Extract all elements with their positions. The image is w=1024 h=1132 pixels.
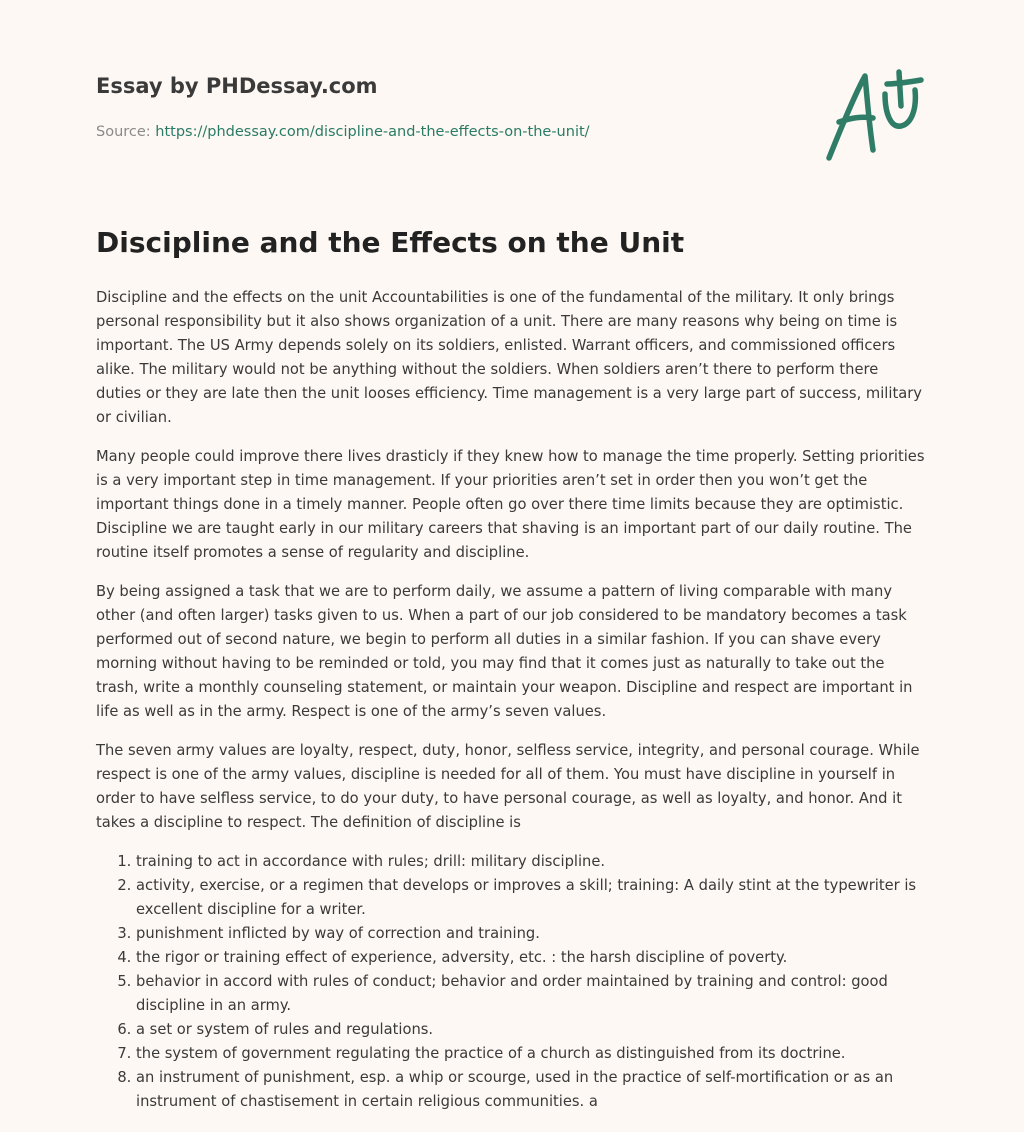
- essay-paragraph: The seven army values are loyalty, respect, duty, honor, selfless service, integrity, and personal courage. While respect is one of the army values, discipline is needed for all of them. You must have discipline in yourself in order to have selfless service, to do your duty, to have personal courage, as well as loyalty, and honor. And it takes a discipline to respect. The definition of discipline is: [96, 742, 920, 831]
- source-link[interactable]: https://phdessay.com/discipline-and-the-effects-on-the-unit/: [155, 124, 590, 140]
- definition-item: 5. behavior in accord with rules of conduct; behavior and order maintained by training and control: good discipline in an army.: [136, 970, 928, 1018]
- definition-item: 1. training to act in accordance with rules; drill: military discipline.: [136, 850, 928, 874]
- definition-item: 8. an instrument of punishment, esp. a whip or scourge, used in the practice of self-mortification or as an instrument of chastisement in certain religious communities. a: [136, 1066, 928, 1114]
- definition-item: 6. a set or system of rules and regulations.: [136, 1018, 928, 1042]
- definition-item: 2. activity, exercise, or a regimen that develops or improves a skill; training: A daily stint at the typewriter is excellent discipline for a writer.: [136, 874, 928, 922]
- essay-paragraph: By being assigned a task that we are to perform daily, we assume a pattern of living comparable with many other (and often larger) tasks given to us. When a part of our job considered to be mandatory becomes a task performed out of second nature, we begin to perform all duties in a similar fashion. If you can shave every morning without having to be reminded or told, you may find that it comes just as naturally to take out the trash, write a monthly counseling statement, or maintain your weapon. Discipline and respect are important in life as well as in the army. Respect is one of the army’s seven values.: [96, 583, 913, 720]
- definition-item: 7. the system of government regulating the practice of a church as distinguished from its doctrine.: [136, 1042, 928, 1066]
- essay-body: [96, 286, 928, 1114]
- a-plus-logo-icon: [825, 66, 925, 166]
- definition-item: 3. punishment inflicted by way of correction and training.: [136, 922, 928, 946]
- essay-paragraph: Many people could improve there lives drasticly if they knew how to manage the time properly. Setting priorities is a very important step in time management. If your priorities aren’t set in order then you won’t get the important things done in a timely manner. People often go over there time limits because they are optimistic. Discipline we are taught early in our military careers that shaving is an important part of our daily routine. The routine itself promotes a sense of regularity and discipline.: [96, 448, 925, 561]
- essay-title: Discipline and the Effects on the Unit: [96, 226, 685, 259]
- source-label: Source:: [96, 124, 156, 140]
- definition-item: 4. the rigor or training effect of experience, adversity, etc. : the harsh discipline of poverty.: [136, 946, 928, 970]
- source-line: [96, 124, 590, 140]
- definition-list: [96, 850, 928, 1114]
- essay-paragraph: Discipline and the effects on the unit Accountabilities is one of the fundamental of the military. It only brings personal responsibility but it also shows organization of a unit. There are many reasons why being on time is important. The US Army depends solely on its soldiers, enlisted. Warrant officers, and commissioned officers alike. The military would not be anything without the soldiers. When soldiers aren’t there to perform there duties or they are late then the unit looses efficiency. Time management is a very large part of success, military or civilian.: [96, 289, 922, 426]
- site-title: Essay by PHDessay.com: [96, 74, 378, 98]
